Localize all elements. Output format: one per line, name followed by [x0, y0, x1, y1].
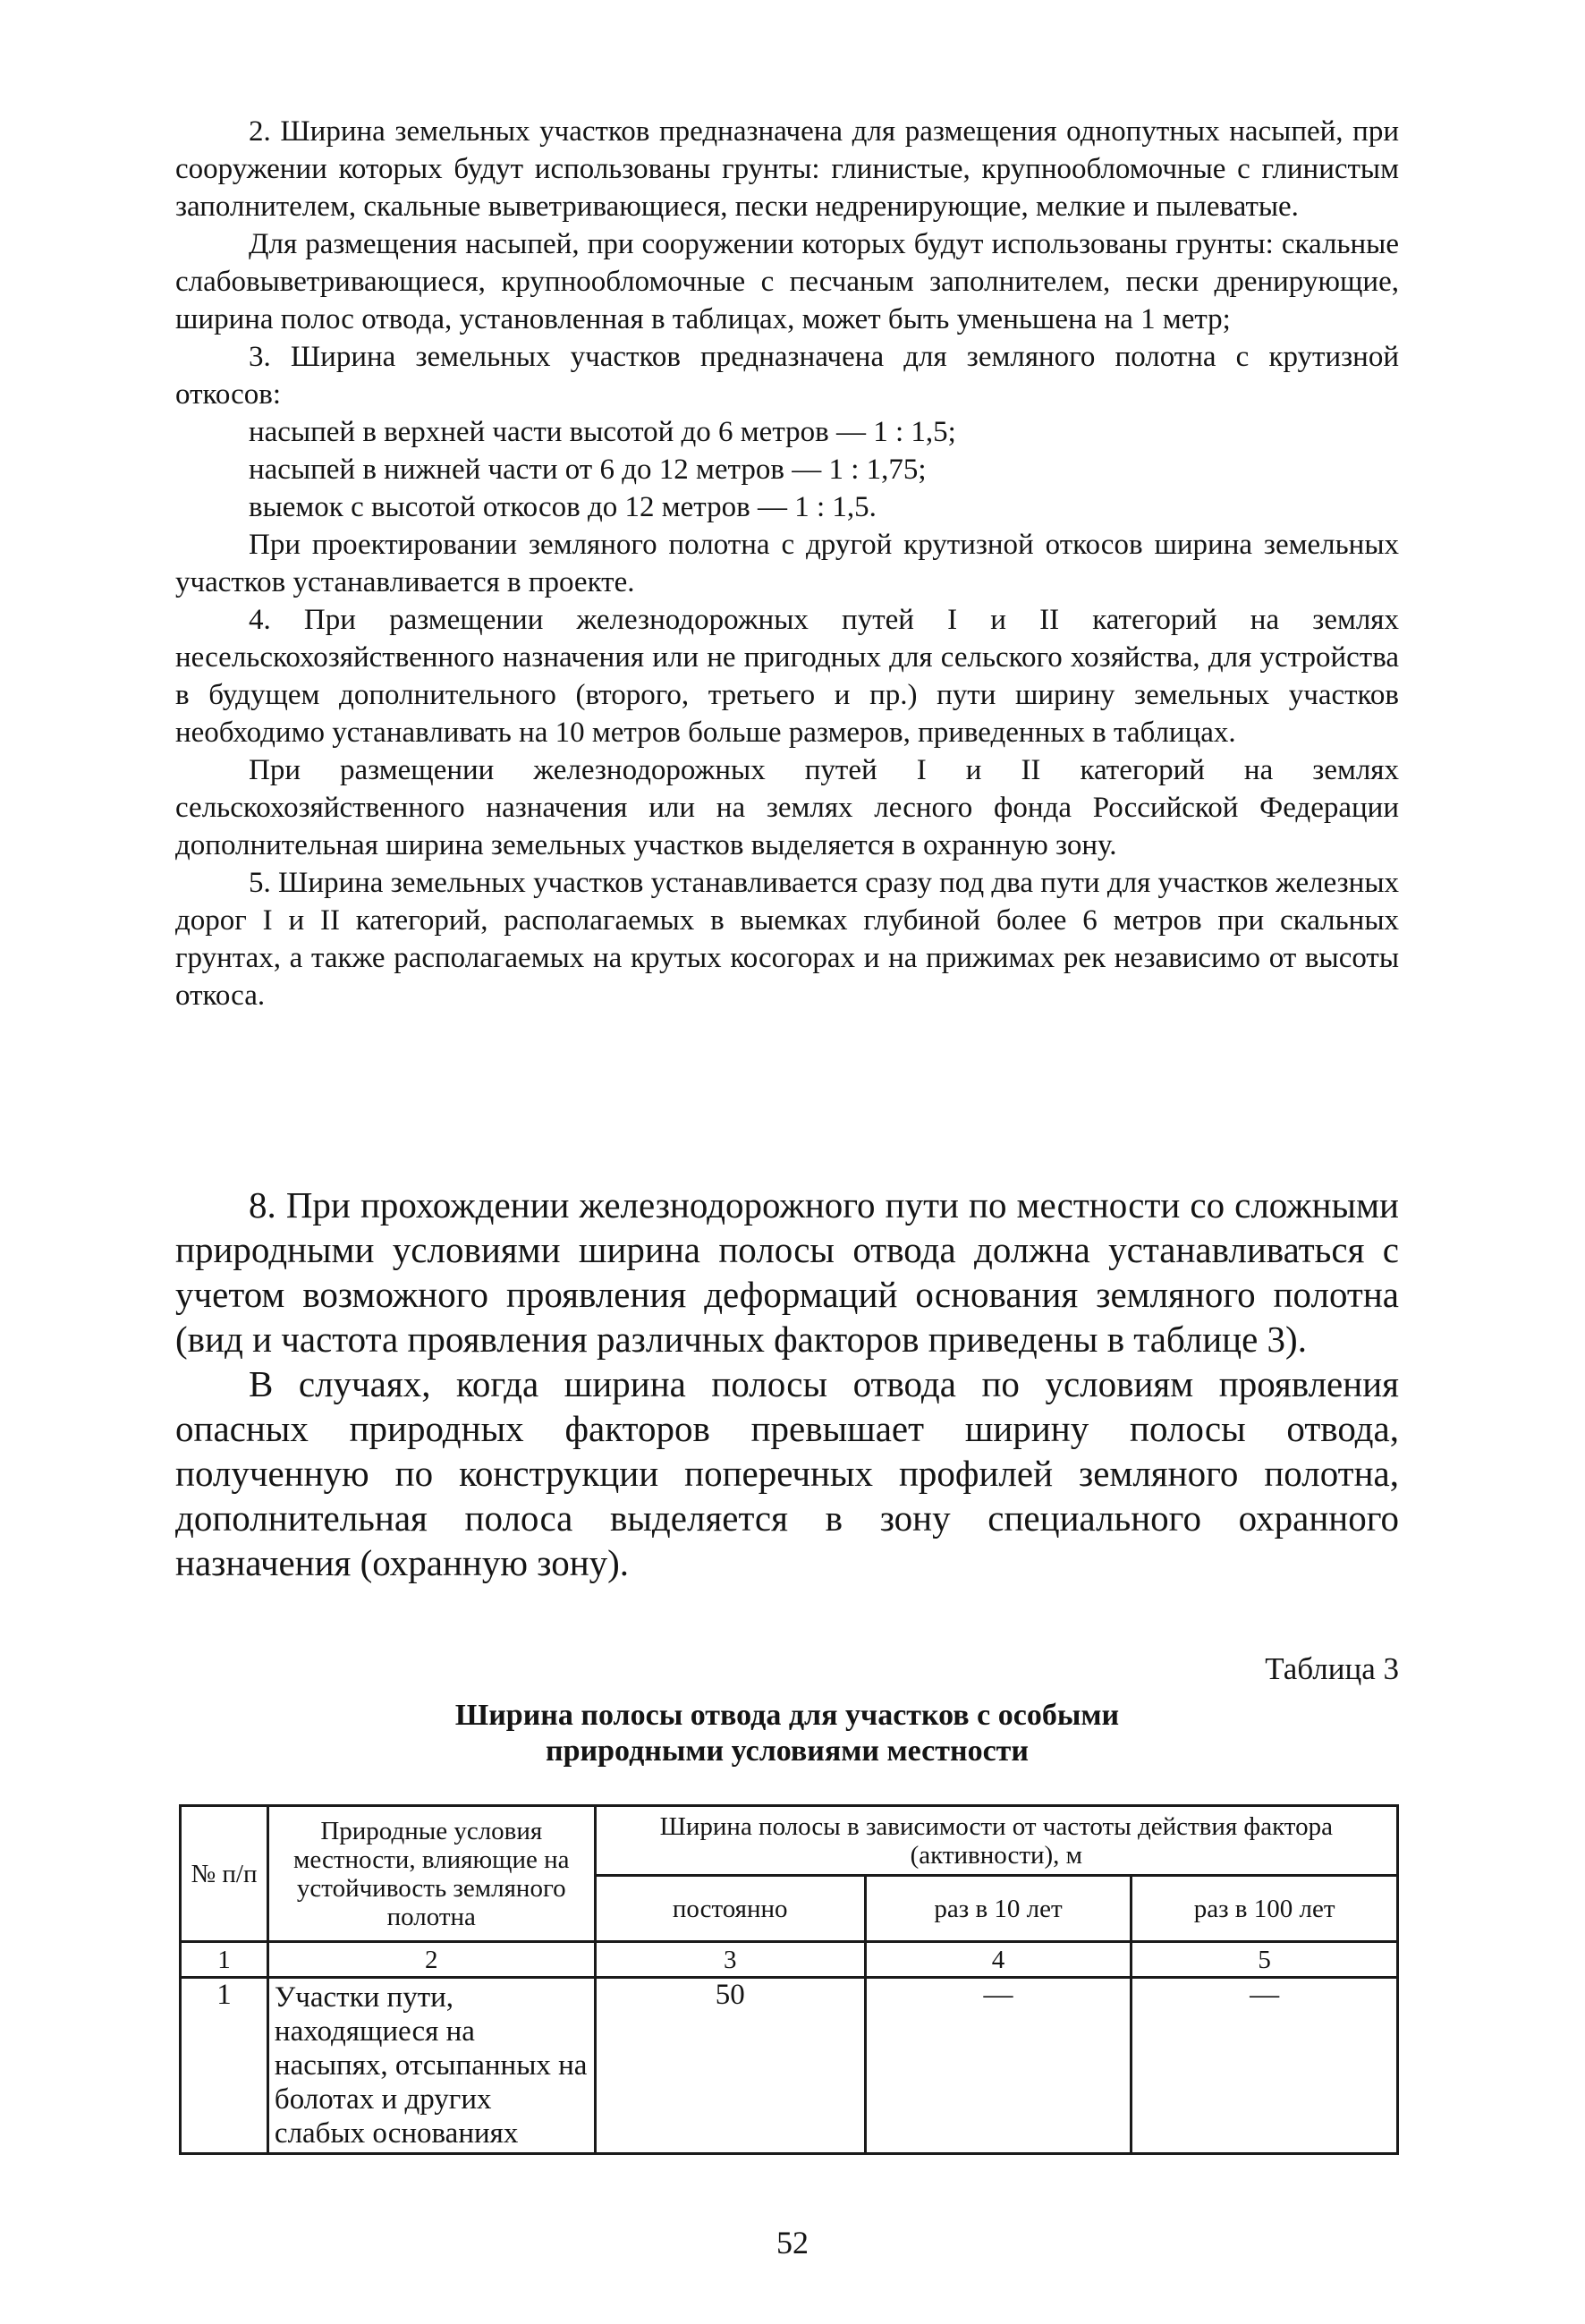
table-caption: Таблица 3: [1265, 1651, 1399, 1686]
column-number-row: [181, 1942, 1398, 1978]
paragraph-item-3: 3. Ширина земельных участков предназначена для земляного полотна с крутизной откосов:: [175, 341, 1399, 411]
slope-ratio-lower-embankment: насыпей в нижней части от 6 до 12 метров — 1 : 1,75;: [249, 454, 927, 486]
paragraph-item-2: 2. Ширина земельных участков предназначена для размещения однопутных насыпей, при сооружении которых будут использованы грунты: глинистые, крупнообломочные с глинистым заполнителем, скальные выветривающиеся, пески недренирующие, мелкие и пылеватые.: [175, 115, 1399, 223]
column-number: 5: [1132, 1942, 1398, 1978]
column-number: 4: [865, 1942, 1132, 1978]
row-every-10-years: —: [865, 1978, 1132, 2154]
slope-ratio-upper-embankment: насыпей в верхней части высотой до 6 метров — 1 : 1,5;: [249, 416, 956, 448]
header-width-group: Ширина полосы в зависимости от частоты действия фактора (активности), м: [595, 1806, 1397, 1876]
table-title-line-1: Ширина полосы отвода для участков с особыми: [454, 1699, 1120, 1732]
paragraph-clause-8: 8. При прохождении железнодорожного пути по местности со сложными природными условиями ширина полосы отвода должна устанавливаться с учетом возможного проявления деформаций основания земляного полотна (вид и частота проявления различных факторов приведены в таблице 3).: [175, 1184, 1399, 1360]
paragraph-item-5: 5. Ширина земельных участков устанавливается сразу под два пути для участков железных дорог I и II категорий, располагаемых в выемках глубиной более 6 метров при скальных грунтах, а также располагаемых на крутых косогорах и на прижимах рек независимо от высоты откоса.: [175, 867, 1399, 1012]
table-title-line-2: природными условиями местности: [546, 1735, 1029, 1768]
column-number: 2: [267, 1942, 595, 1978]
clause-8-section: [175, 1183, 1399, 1585]
row-num: 1: [181, 1978, 268, 2154]
page-number: 52: [776, 2225, 809, 2260]
paragraph-embankment-soils: Для размещения насыпей, при сооружении которых будут использованы грунты: скальные слабовыветривающиеся, крупнообломочные с песчаным заполнителем, пески дренирующие, ширина полос отвода, установленная в таблицах, может быть уменьшена на 1 метр;: [175, 228, 1399, 335]
table-title: [175, 1698, 1399, 1769]
header-constant: постоянно: [595, 1876, 865, 1942]
header-every-100-years: раз в 100 лет: [1132, 1876, 1398, 1942]
right-of-way-width-table: [179, 1804, 1399, 2155]
header-every-10-years: раз в 10 лет: [865, 1876, 1132, 1942]
paragraph-item-4: 4. При размещении железнодорожных путей I и II категорий на землях несельскохозяйственного назначения или не пригодных для сельского хозяйства, для устройства в будущем дополнительного (второго, третьего и пр.) пути ширину земельных участков необходимо устанавливать на 10 метров больше размеров, приведенных в таблицах.: [175, 604, 1399, 749]
land-plot-width-provisions: [175, 113, 1399, 1014]
paragraph-other-slopes: При проектировании земляного полотна с другой крутизной откосов ширина земельных участков устанавливается в проекте.: [175, 529, 1399, 598]
column-number: 1: [181, 1942, 268, 1978]
table-row: [181, 1978, 1398, 2154]
header-conditions: Природные условия местности, влияющие на устойчивость земляного полотна: [267, 1806, 595, 1942]
row-every-100-years: —: [1132, 1978, 1398, 2154]
row-conditions: Участки пути, находящиеся на насыпях, отсыпанных на болотах и других слабых основаниях: [267, 1978, 595, 2154]
paragraph-protected-zone: В случаях, когда ширина полосы отвода по условиям проявления опасных природных факторов превышает ширину полосы отвода, полученную по конструкции поперечных профилей земляного полотна, дополнительная полоса выделяется в зону специального охранного назначения (охранную зону).: [175, 1363, 1399, 1583]
header-num: № п/п: [181, 1806, 268, 1942]
slope-ratio-excavation: выемок с высотой откосов до 12 метров — 1 : 1,5.: [249, 491, 877, 523]
row-constant: 50: [595, 1978, 865, 2154]
column-number: 3: [595, 1942, 865, 1978]
paragraph-agricultural-lands: При размещении железнодорожных путей I и II категорий на землях сельскохозяйственного назначения или на землях лесного фонда Российской Федерации дополнительная ширина земельных участков выделяется в охранную зону.: [175, 754, 1399, 861]
